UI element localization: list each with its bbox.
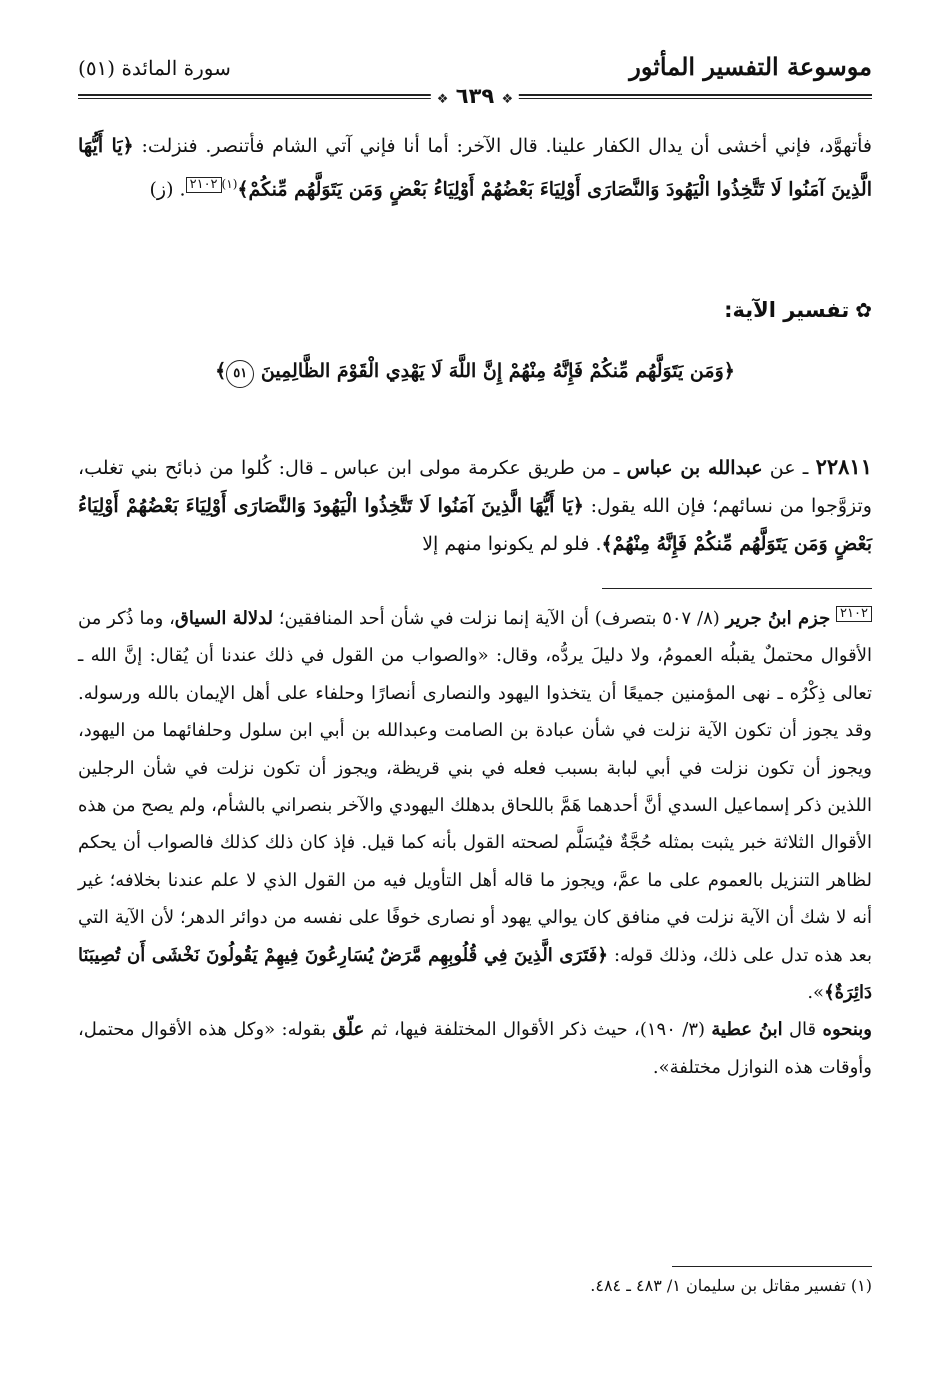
section-title: ✿تفسير الآية: (724, 298, 872, 322)
ornament-icon: ❖ (436, 92, 449, 107)
footnote-ref[interactable]: (١) (221, 177, 238, 191)
quran-quote: ﴿يَا أَيُّهَا الَّذِينَ آمَنُوا لَا تَتَّخِذُوا الْيَهُودَ وَالنَّصَارَى أَوْلِيَاءَ بَعْضُهُمْ أَوْلِيَاءُ بَعْضٍ وَمَن يَتَوَلَّهُم مِّنكُمْ فَإِنَّهُ مِنْهُمْ﴾ (78, 495, 872, 555)
note-divider (602, 588, 872, 589)
ayah-text: ﴿وَمَن يَتَوَلَّهُم مِّنكُمْ فَإِنَّهُ مِنْهُمْ إِنَّ اللَّهَ لَا يَهْدِي الْقَوْمَ الظَّالِمِينَ (260, 360, 735, 382)
header-rule-right (517, 94, 872, 99)
narrator-name: عبدالله بن عباس (626, 457, 763, 479)
page-number: ٦٣٩ (455, 84, 495, 108)
quran-quote: ﴿فَتَرَى الَّذِينَ فِي قُلُوبِهِم مَّرَضٌ يُسَارِعُونَ فِيهِمْ يَقُولُونَ نَخْشَى أَن تُصِيبَنَا دَائِرَةٌ﴾ (78, 944, 872, 1004)
note-paragraph: ٢١٠٢ جزم ابنُ جرير (٨/ ٥٠٧ بتصرف) أن الآية إنما نزلت في شأن أحد المنافقين؛ لدلالة السياق، وما ذُكر من الأقوال محتملٌ يقبلُه العمومُ، ولا دليلَ يردُّه، وقال: «والصواب من القول في ذلك عندنا أن يُقال: إنَّ الله ـ تعالى ذِكْرُه ـ نهى المؤمنين جميعًا أن يتخذوا اليهود والنصارى أنصارًا وحلفاء على أهل الإيمان بالله ورسوله. وقد يجوز أن تكون الآية نزلت في شأن عبادة بن الصامت وعبدالله بن أبي ابن سلول وحلفائهما من اليهود، ويجوز أن تكون نزلت في أبي لبابة بسبب فعله في بني قريظة، ويجوز أن تكون نزلت في شأن الرجلين اللذين ذكر إسماعيل السدي أنَّ أحدهما هَمَّ باللحاق بدهلك اليهودي والآخر بنصراني بالشأم، ولم يصح من هذه الأقوال الثلاثة خبر يثبت بمثله حُجَّةٌ فيُسَلَّم لصحته القول بأنه كما قيل. فإذ كان ذلك كذلك فالصواب أن يحكم لظاهر التنزيل بالعموم على ما عمَّ، ويجوز ما قاله أهل التأويل فيه من القول الذي لا علم عندنا بخلافه؛ غير أنه لا شك أن الآية نزلت في منافق كان يوالي يهود أو نصارى خوفًا على نفسه من دوائر الدهر؛ لأن الآية التي بعد هذه تدل على ذلك، وذلك قوله: ﴿فَتَرَى الَّذِينَ فِي قُلُوبِهِم مَّرَضٌ يُسَارِعُونَ فِيهِمْ يَقُولُونَ نَخْشَى أَن تُصِيبَنَا دَائِرَةٌ﴾». (78, 606, 873, 1004)
footnote: (١) تفسير مقاتل بن سليمان ١/ ٤٨٣ ـ ٤٨٤. (590, 1276, 872, 1295)
cross-ref-box[interactable]: ٢١٠٢ (836, 606, 872, 622)
running-header (78, 52, 872, 108)
author-name: ابنُ عطية (711, 1019, 783, 1041)
flower-ornament-icon: ✿ (855, 298, 872, 322)
editorial-note (78, 600, 872, 1086)
ayah-heading (78, 360, 872, 388)
quran-quote: ﴿يَا أَيُّهَا الَّذِينَ آمَنُوا لَا تَتَّخِذُوا الْيَهُودَ وَالنَّصَارَى أَوْلِيَاءَ بَعْضُهُمْ أَوْلِيَاءُ بَعْضٍ وَمَن يَتَوَلَّهُم مِّنكُمْ﴾ (78, 135, 872, 201)
surah-label: سورة المائدة (٥١) (78, 56, 231, 80)
ayah-close: ﴾ (215, 360, 227, 382)
reason-phrase: لدلالة السياق (174, 608, 274, 629)
cross-ref-box[interactable]: ٢١٠٢ (186, 177, 222, 193)
source-tag: . (ز) (149, 178, 186, 201)
ornament-icon: ❖ (501, 92, 514, 107)
note-paragraph-2: وبنحوه قال ابنُ عطية (٣/ ١٩٠)، حيث ذكر الأقوال المختلفة فيها، ثم علّق بقوله: «وكل هذه الأقوال محتمل، وأوقات هذه النوازل مختلفة». (78, 1019, 872, 1078)
hadith-number: ٢٢٨١١ (815, 454, 872, 479)
hadith-entry: ٢٢٨١١ ـ عن عبدالله بن عباس ـ من طريق عكرمة مولى ابن عباس ـ قال: كُلوا من ذبائح بني تغلب، وتزوَّجوا من نسائهم؛ فإن الله يقول: ﴿يَا أَيُّهَا الَّذِينَ آمَنُوا لَا تَتَّخِذُوا الْيَهُودَ وَالنَّصَارَى أَوْلِيَاءَ بَعْضُهُمْ أَوْلِيَاءُ بَعْضٍ وَمَن يَتَوَلَّهُم مِّنكُمْ فَإِنَّهُ مِنْهُمْ﴾. فلو لم يكونوا منهم إلا (78, 454, 872, 555)
footnote-divider (672, 1266, 872, 1267)
paragraph-text: فأتهوَّد، فإني أخشى أن يدال الكفار علينا. قال الآخر: أما أنا فإني آتي الشام فأتنصر. فنزلت: (133, 135, 872, 157)
book-title: موسوعة التفسير المأثور (629, 52, 872, 81)
continuation-paragraph (78, 127, 872, 208)
header-rule-left (78, 94, 433, 99)
ayah-number-badge: ٥١ (226, 360, 254, 388)
author-name: ابنُ جرير (725, 608, 792, 629)
page-number-wrap (431, 84, 519, 108)
